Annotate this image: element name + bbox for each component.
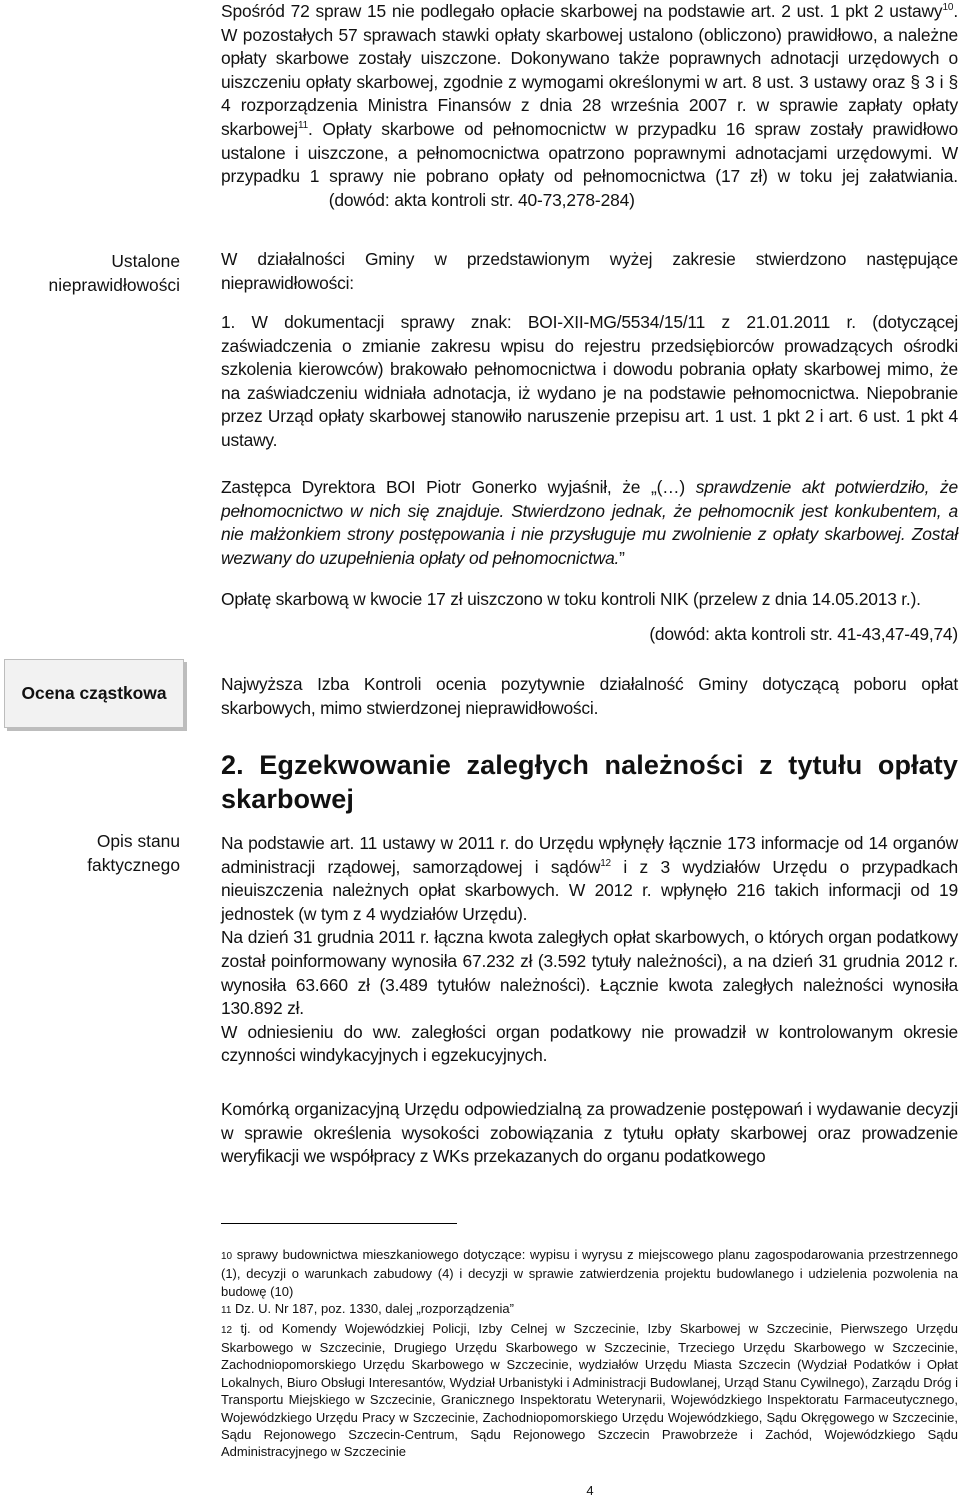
text-run: Spośród 72 spraw 15 nie podlegało opłacie skarbowej na podstawie art. 2 ust. 1 pkt 2 ustawy [221,1,943,21]
text-run: Na dzień 31 grudnia 2011 r. łączna kwota zaległych opłat skarbowych, o których organ podatkowy został poinformowany wynosiła 67.232 zł (3.592 tytuły należności), a na dzień 31 grudnia 2012 r. wynosiła 63.660 zł (3.489 tytułów należności). Łącznie kwota zaległych należności wynosiła 130.892 zł. [221,927,958,1019]
paragraph-payment: Opłatę skarbową w kwocie 17 zł uiszczono w toku kontroli NIK (przelew z dnia 14.05.2013 r.). [221,589,921,609]
text-run: i z 3 wydziałów Urzędu o przypadkach nieuiszczenia należnych opłat skarbowych. W 2012 r. wpłynęło 216 takich informacji od 19 jednostek (w tym z 4 wydziałów Urzędu). [221,856,958,924]
text-run: W odniesieniu do ww. zaległości organ podatkowy nie prowadził w kontrolowanym okresie czynności windykacyjnych i egzekucyjnych. [221,1021,958,1066]
footnote-number: 10 [221,1251,233,1262]
evidence-reference-2: (dowód: akta kontroli str. 41-43,47-49,74) [649,624,958,644]
paragraph-opening [221,0,958,212]
ocena-label: Ocena cząstkowa [21,683,167,703]
page-number: 4 [586,1483,594,1498]
paragraph-finding-1: 1. W dokumentacji sprawy znak: BOI-XII-MG/5534/15/11 z 21.01.2011 r. (dotyczącej zaświadczenia o zmianie zakresu wpisu do rejestru przedsiębiorców prowadzących ośrodki szkolenia kierowców) brakowało pełnomocnictwa i dowodu pobrania opłaty skarbowej mimo, że na zaświadczeniu widniała adnotacja, iż wydano je na podstawie pełnomocnictwa. Niepobranie przez Urząd opłaty skarbowej stanowiło naruszenie przepisu art. 1 ust. 1 pkt 2 i art. 6 ust. 1 pkt 4 ustawy. [221,312,958,450]
footnote-ref-10[interactable]: 10 [942,2,954,14]
footnote-text: sprawy budownictwa mieszkaniowego dotyczące: wypisu i wyrysu z miejscowego planu zagospodarowania przestrzennego (1), decyzji o warunkach zabudowy (4) i decyzji w sprawie zatwierdzenia projektu budowlanego i udzielenia pozwolenia na budowę (10) [221,1247,958,1299]
evidence-spacer [221,190,329,210]
footnote-10 [221,1246,958,1300]
text-run: . W pozostałych 57 sprawach stawki opłaty skarbowej ustalono (obliczono) prawidłowo, a należne opłaty skarbowe zostały uiszczone. Dokonywano także poprawnych adnotacji urzędowych o uiszczeniu opłaty skarbowej, zgodnie z wymogami określonymi w art. 8 ust. 3 ustawy oraz § 3 i § 4 rozporządzenia Ministra Finansów z dnia 28 września 2007 r. w sprawie zapłaty opłaty skarbowej [221,1,958,139]
text-run: Na podstawie art. 11 ustawy w 2011 r. do Urzędu wpłynęły łącznie 173 informacje od 14 organów administracji rządowej, samorządowej i sądów [221,833,958,877]
paragraph-unit: Komórką organizacyjną Urzędu odpowiedzialną za prowadzenie postępowań i wydawanie decyzji w sprawie określenia wysokości zobowiązania z tytułu opłaty skarbowej oraz prowadzenie weryfikacji we współpracy z WKs przekazanych do organu podatkowego [221,1099,958,1167]
footnote-11 [221,1300,958,1319]
footnote-ref-12[interactable]: 12 [600,857,611,869]
text-run: Zastępca Dyrektora BOI Piotr Gonerko wyjaśnił, że „(…) [221,477,696,497]
paragraph-explanation [221,476,958,570]
side-label-opis: Opis stanu faktycznego [87,831,180,875]
side-label-ustalone: Ustalone nieprawidłowości [48,251,180,295]
text-run: ” [619,547,625,568]
footnote-separator [221,1223,457,1224]
evidence-reference: (dowód: akta kontroli str. 40-73,278-284) [328,189,635,210]
paragraph-assessment: Najwyższa Izba Kontroli ocenia pozytywnie działalność Gminy dotyczącą poboru opłat skarbowych, mimo stwierdzonej nieprawidłowości. [221,674,958,718]
footnote-ref-11[interactable]: 11 [297,120,309,132]
footnote-number: 11 [221,1305,232,1317]
paragraph-arrears [221,832,958,1068]
footnote-text: tj. od Komendy Wojewódzkiej Policji, Izby Celnej w Szczecinie, Izby Skarbowej w Szczecinie, Pierwszego Urzędu Skarbowego w Szczecinie, Drugiego Urzędu Skarbowego w Szczecinie, Trzeciego Urzędu Skarbowego w Szczecinie, Zachodniopomorskiego Urzędu Skarbowego w Szczecinie, wydziałów Urzędu Miasta Szczecin (Wydział Podatków i Opłat Lokalnych, Biuro Obsługi Interesantów, Wydział Urbanistyki i Administracji Budowlanej, Urząd Stanu Cywilnego), Zarządu Dróg i Transportu Miejskiego w Szczecinie, Granicznego Inspektoratu Weterynarii, Wojewódzkiego Inspektoratu Farmaceutycznego, Wojewódzkiego Urzędu Pracy w Szczecinie, Zachodniopomorskiego Urzędu Wojewódzkiego, Sądu Okręgowego w Szczecinie, Sądu Rejonowego Szczecin-Centrum, Sądu Rejonowego Szczecin Prawobrzeże i Zachód, Wojewódzkiego Sądu Administracyjnego w Szczecinie [221,1320,958,1460]
footnotes [221,1246,958,1461]
quoted-explanation: sprawdzenie akt potwierdziło, że pełnomocnictwo w nich się znajduje. Stwierdzono jednak, że pełnomocnik jest konkubentem, a nie małżonkiem strony postępowania i nie przysługuje mu zwolnienie z opłaty skarbowej. Został wezwany do uzupełnienia opłaty od pełnomocnictwa. [221,477,958,568]
footnote-12 [221,1320,958,1461]
text-run: . Opłaty skarbowe od pełnomocnictw w przypadku 16 spraw zostały prawidłowo ustalone i uiszczone, a pełnomocnictwa opatrzono poprawnymi adnotacjami urzędowymi. W przypadku 1 sprawy nie pobrano opłaty od pełnomocnictwa (17 zł) w toku jej załatwiania. [221,118,958,187]
footnote-number: 12 [221,1324,233,1336]
paragraph-findings-intro: W działalności Gminy w przedstawionym wyżej zakresie stwierdzono następujące nieprawidłowości: [221,249,958,293]
section-heading: 2. Egzekwowanie zaległych należności z tytułu opłaty skarbowej [221,750,958,814]
ocena-czastkowa-box [4,659,184,728]
footnote-text: Dz. U. Nr 187, poz. 1330, dalej „rozporządzenia” [231,1301,514,1317]
